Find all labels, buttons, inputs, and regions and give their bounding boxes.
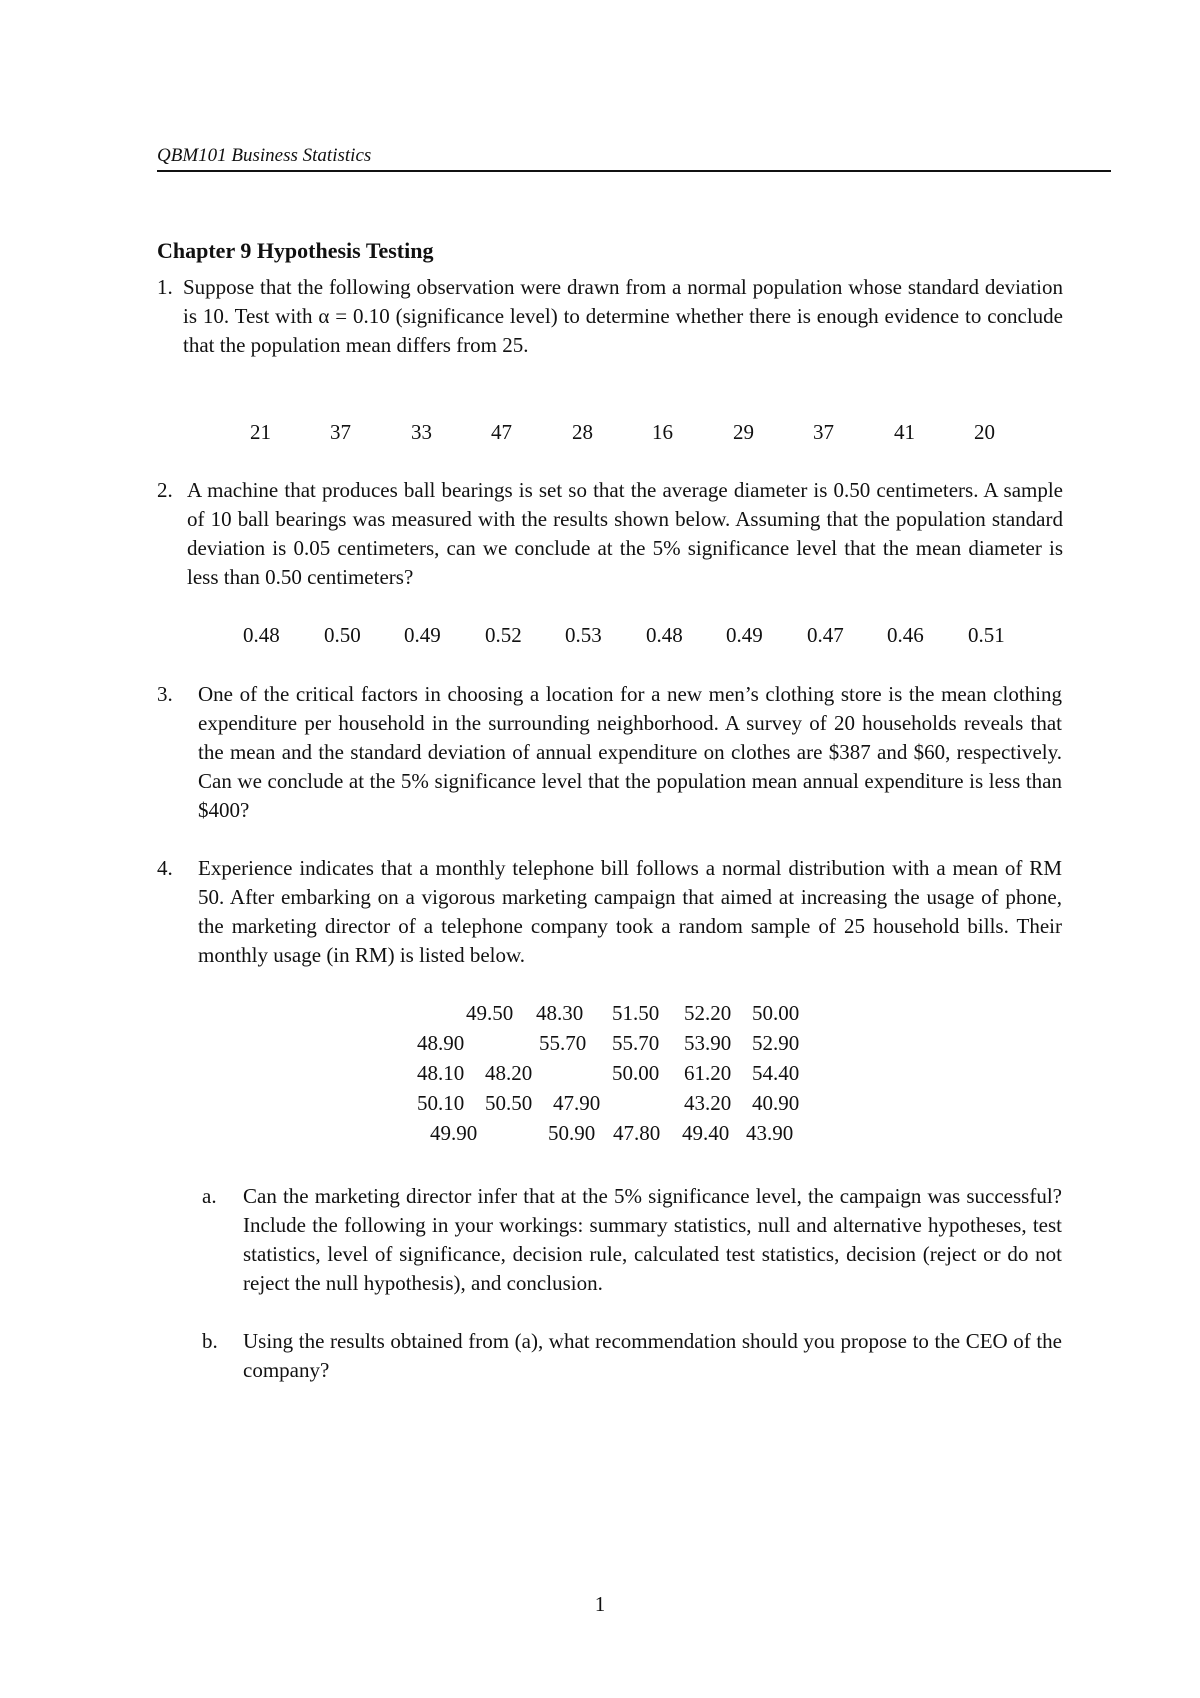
- q4-cell: 52.20: [684, 1001, 732, 1025]
- q4-cell: 48.90: [417, 1031, 465, 1055]
- header-rule: [157, 170, 1111, 172]
- q4-part-a-text: Can the marketing director infer that at the 5% significance level, the campaign was successful? Include the following in your workings: summary statistics, null and alternative hypotheses, test statistics, level of significance, decision rule, calculated test statistics, decision (reject or do not reject the null hypothesis), and conclusion.: [243, 1184, 1062, 1295]
- page-number: 1: [594, 1592, 606, 1616]
- q3-text: One of the critical factors in choosing a location for a new men’s clothing store is the mean clothing expenditure per household in the surrounding neighborhood. A survey of 20 households reveals that the mean and the standard deviation of annual expenditure on clothes are $387 and $60, respectively. Can we conclude at the 5% significance level that the population mean annual expenditure is less than $400?: [198, 682, 1062, 822]
- q4-text: Experience indicates that a monthly telephone bill follows a normal distribution with a mean of RM 50. After embarking on a vigorous marketing campaign that aimed at increasing the usage of phone, the marketing director of a telephone company took a random sample of 25 household bills. Their monthly usage (in RM) is listed below.: [198, 856, 1062, 967]
- q4-cell: 55.70: [612, 1031, 660, 1055]
- q1-text: Suppose that the following observation were drawn from a normal population whose standard deviation is 10. Test with α = 0.10 (significance level) to determine whether there is enough evidence to conclude that the population mean differs from 25.: [183, 275, 1063, 357]
- q4-cell: 52.90: [752, 1031, 800, 1055]
- q2-value: 0.49: [726, 623, 763, 647]
- q4-cell: 49.40: [682, 1121, 730, 1145]
- q2-value: 0.49: [404, 623, 441, 647]
- q1-value: 16: [652, 420, 673, 444]
- q4-number: 4.: [157, 856, 173, 880]
- q4-cell: 49.90: [430, 1121, 478, 1145]
- q4-cell: 43.20: [684, 1091, 732, 1115]
- course-header: QBM101 Business Statistics: [157, 145, 372, 166]
- q2-text: A machine that produces ball bearings is set so that the average diameter is 0.50 centimeters. A sample of 10 ball bearings was measured with the results shown below. Assuming that the population standard deviation is 0.05 centimeters, can we conclude at the 5% significance level that the mean diameter is less than 0.50 centimeters?: [187, 478, 1063, 589]
- q4-cell: 49.50: [466, 1001, 514, 1025]
- q4-cell: 50.10: [417, 1091, 465, 1115]
- q4-cell: 50.50: [485, 1091, 533, 1115]
- q3-number: 3.: [157, 682, 173, 706]
- q2-value: 0.52: [485, 623, 522, 647]
- q2-value: 0.51: [968, 623, 1005, 647]
- q4-cell: 51.50: [612, 1001, 660, 1025]
- q4-cell: 40.90: [752, 1091, 800, 1115]
- q4-cell: 53.90: [684, 1031, 732, 1055]
- q1-value: 21: [250, 420, 271, 444]
- q1-value: 41: [894, 420, 915, 444]
- q4-cell: 50.00: [752, 1001, 800, 1025]
- q4-cell: 43.90: [746, 1121, 794, 1145]
- q4-cell: 48.10: [417, 1061, 465, 1085]
- q4-cell: 50.00: [612, 1061, 660, 1085]
- q4-cell: 47.90: [553, 1091, 601, 1115]
- q2-value: 0.53: [565, 623, 602, 647]
- q2-value: 0.46: [887, 623, 924, 647]
- q4-part-b-text: Using the results obtained from (a), what recommendation should you propose to the CEO of the company?: [243, 1329, 1062, 1382]
- q4-part-b-label: b.: [202, 1329, 218, 1353]
- q2-value: 0.47: [807, 623, 844, 647]
- q1-value: 47: [491, 420, 512, 444]
- q1-value: 37: [330, 420, 351, 444]
- q1-value: 29: [733, 420, 754, 444]
- chapter-title: Chapter 9 Hypothesis Testing: [157, 238, 434, 263]
- q2-value: 0.48: [243, 623, 280, 647]
- q4-cell: 48.30: [536, 1001, 584, 1025]
- q4-cell: 50.90: [548, 1121, 596, 1145]
- q1-value: 33: [411, 420, 432, 444]
- q4-cell: 47.80: [613, 1121, 661, 1145]
- q4-cell: 54.40: [752, 1061, 800, 1085]
- q2-value: 0.50: [324, 623, 361, 647]
- q2-value: 0.48: [646, 623, 683, 647]
- q4-cell: 48.20: [485, 1061, 533, 1085]
- q1-value: 28: [572, 420, 593, 444]
- q2-number: 2.: [157, 478, 173, 502]
- q1-value: 37: [813, 420, 834, 444]
- q1-value: 20: [974, 420, 995, 444]
- q1-number: 1.: [157, 275, 173, 299]
- q4-part-a-label: a.: [202, 1184, 217, 1208]
- q4-cell: 55.70: [539, 1031, 587, 1055]
- q4-cell: 61.20: [684, 1061, 732, 1085]
